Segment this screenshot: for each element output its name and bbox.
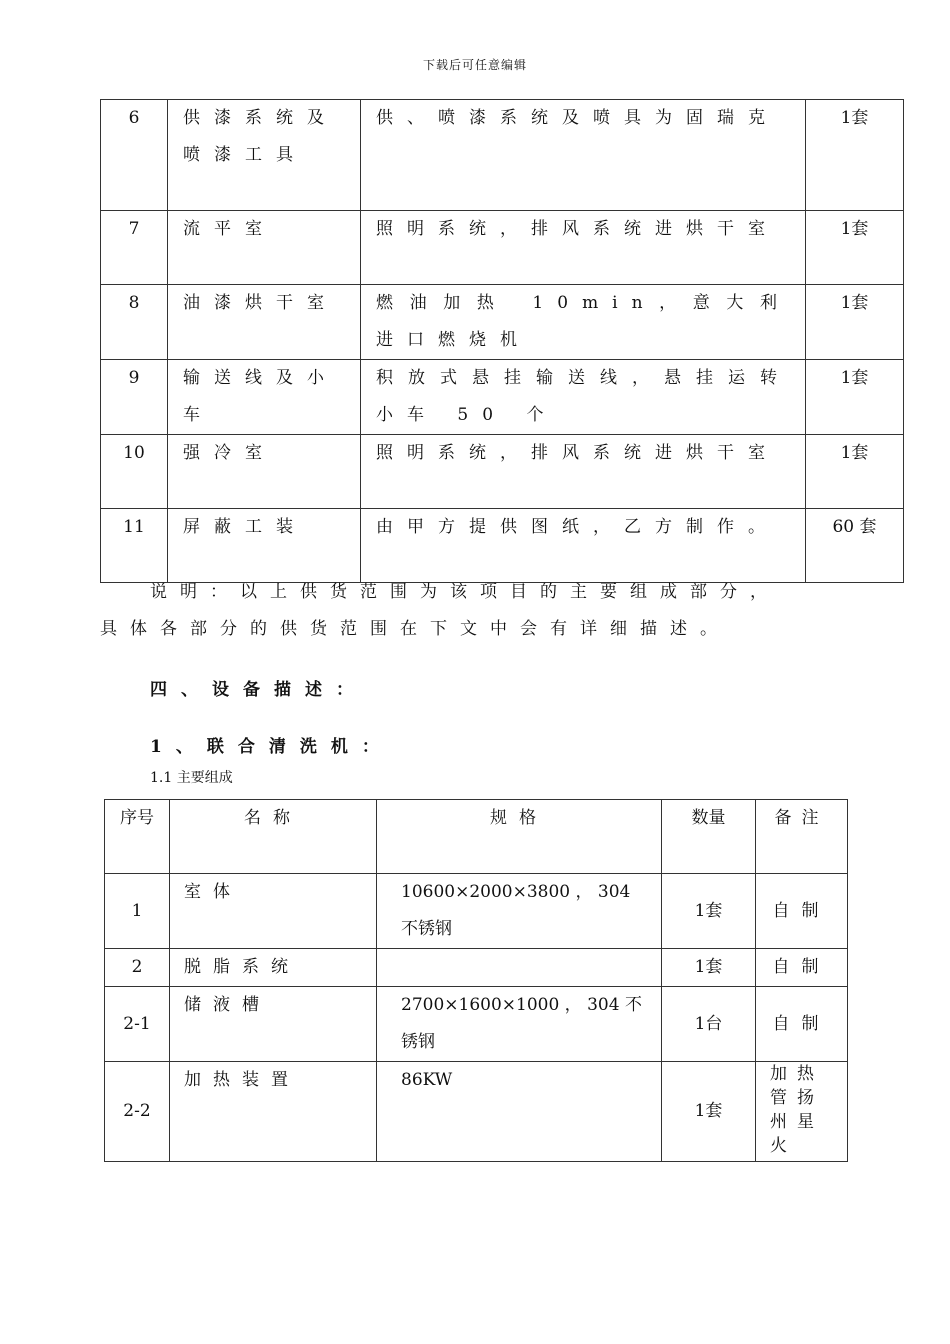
header-name: 名称 <box>170 800 377 874</box>
table-row <box>101 509 904 583</box>
item-description: 照明系统，排风系统进烘干室 <box>361 435 806 509</box>
item-quantity: 1套 <box>806 100 904 211</box>
table-row <box>105 949 848 987</box>
table-row <box>105 1062 848 1162</box>
item-name: 脱脂系统 <box>170 949 377 987</box>
item-quantity: 1套 <box>662 1062 756 1162</box>
row-number: 2-1 <box>105 987 170 1062</box>
section-1-title: 1、联合清洗机： <box>150 737 393 757</box>
table-row <box>105 987 848 1062</box>
supply-scope-table <box>100 99 904 583</box>
item-name: 室体 <box>170 874 377 949</box>
row-number: 1 <box>105 874 170 949</box>
item-name: 强冷室 <box>168 435 361 509</box>
item-description: 积放式悬挂输送线，悬挂运转小车 50 个 <box>361 360 806 435</box>
table-row <box>101 360 904 435</box>
row-number: 2 <box>105 949 170 987</box>
row-number: 8 <box>101 285 168 360</box>
item-quantity: 1套 <box>806 211 904 285</box>
item-remark: 加热管扬州星火 <box>756 1062 848 1162</box>
item-quantity: 1套 <box>806 360 904 435</box>
table-row <box>105 874 848 949</box>
item-name: 输送线及小车 <box>168 360 361 435</box>
table-row <box>101 211 904 285</box>
table-header-row <box>105 800 848 874</box>
item-name: 流平室 <box>168 211 361 285</box>
item-remark: 自制 <box>756 874 848 949</box>
scope-note-line-1: 说明：以上供货范围为该项目的主要组成部分， <box>150 582 780 602</box>
item-name: 供漆系统及喷漆工具 <box>168 100 361 211</box>
row-number: 7 <box>101 211 168 285</box>
item-spec: 2700×1600×1000 ， 304 不锈钢 <box>377 987 662 1062</box>
header-number: 序号 <box>105 800 170 874</box>
item-quantity: 1台 <box>662 987 756 1062</box>
item-name: 屏蔽工装 <box>168 509 361 583</box>
main-components-table <box>104 799 848 1162</box>
item-remark: 自制 <box>756 949 848 987</box>
item-name: 加热装置 <box>170 1062 377 1162</box>
item-spec <box>377 949 662 987</box>
page-header-note: 下载后可任意编辑 <box>422 58 527 72</box>
header-remark: 备注 <box>756 800 848 874</box>
header-spec: 规格 <box>377 800 662 874</box>
table-row <box>101 100 904 211</box>
item-quantity: 1套 <box>662 949 756 987</box>
table-row <box>101 435 904 509</box>
item-quantity: 1套 <box>806 285 904 360</box>
item-quantity: 60 套 <box>806 509 904 583</box>
item-description: 燃油加热 10min，意大利进口燃烧机 <box>361 285 806 360</box>
item-spec: 10600×2000×3800 ， 304 不锈钢 <box>377 874 662 949</box>
item-quantity: 1套 <box>806 435 904 509</box>
row-number: 6 <box>101 100 168 211</box>
item-description: 供、喷漆系统及喷具为固瑞克 <box>361 100 806 211</box>
row-number: 11 <box>101 509 168 583</box>
scope-note-line-2: 具体各部分的供货范围在下文中会有详细描述。 <box>100 619 730 639</box>
item-spec: 86KW <box>377 1062 662 1162</box>
item-description: 照明系统，排风系统进烘干室 <box>361 211 806 285</box>
row-number: 10 <box>101 435 168 509</box>
item-description: 由甲方提供图纸，乙方制作。 <box>361 509 806 583</box>
item-name: 油漆烘干室 <box>168 285 361 360</box>
item-name: 储液槽 <box>170 987 377 1062</box>
table-row <box>101 285 904 360</box>
item-quantity: 1套 <box>662 874 756 949</box>
section-4-title: 四、设备描述： <box>150 680 367 700</box>
row-number: 9 <box>101 360 168 435</box>
row-number: 2-2 <box>105 1062 170 1162</box>
header-quantity: 数量 <box>662 800 756 874</box>
subsection-heading: 1.1 主要组成 <box>150 770 233 786</box>
item-remark: 自制 <box>756 987 848 1062</box>
